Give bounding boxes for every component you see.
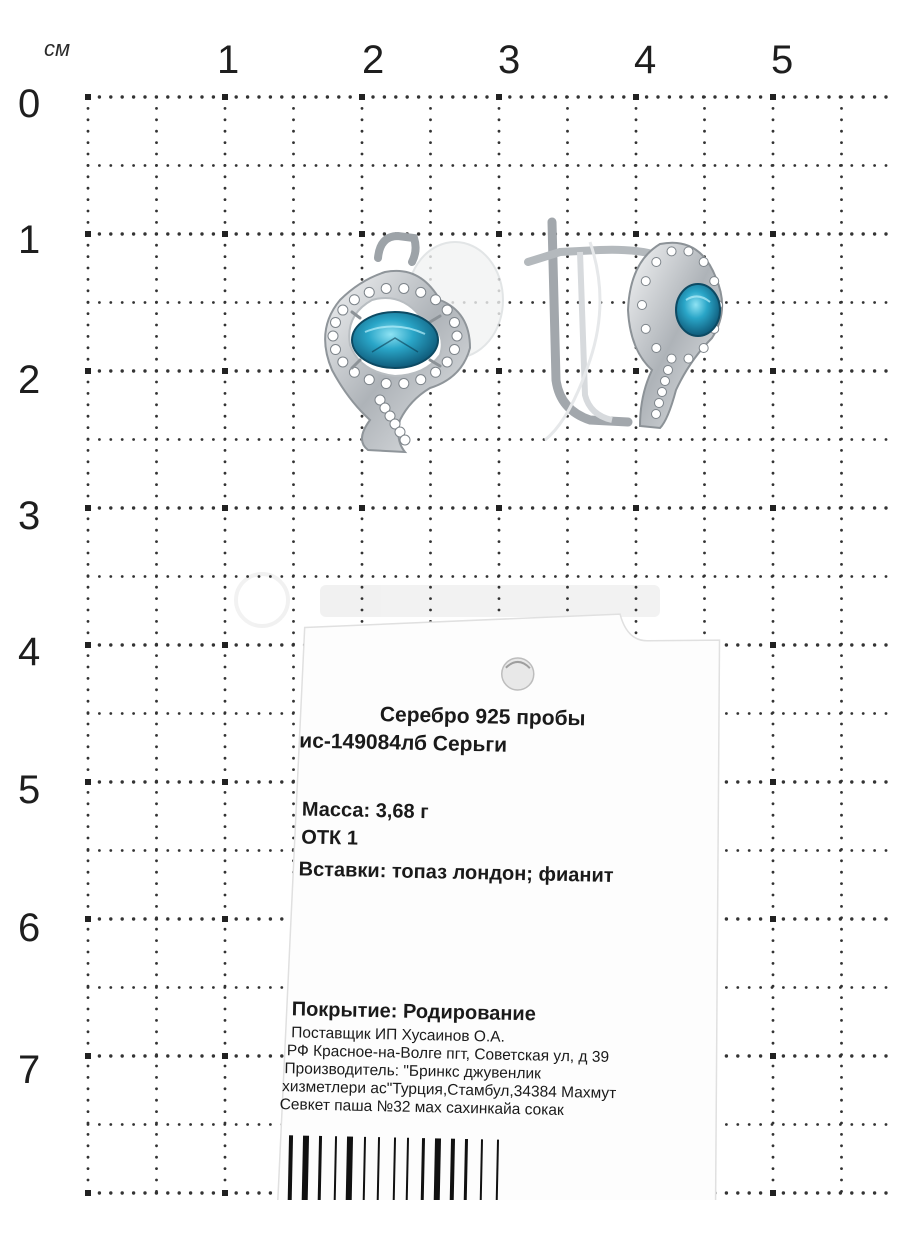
tag-manufacturer-address: хизметлери ас"Турция,Стамбул,34384 Махмут xyxy=(281,1078,617,1103)
ruler-left-tick-4: 4 xyxy=(18,630,41,674)
ruler-top-tick-1: 1 xyxy=(217,38,240,82)
ruler-left-tick-7: 7 xyxy=(18,1048,41,1092)
ruler-left-tick-0: 0 xyxy=(18,82,41,126)
tag-manufacturer-street: Севкет паша №32 мах сахинкайа сокак xyxy=(279,1096,564,1120)
tag-otk: ОТК 1 xyxy=(301,826,359,850)
ruler-top-tick-3: 3 xyxy=(498,38,521,82)
tag-metal-line: Серебро 925 пробы xyxy=(379,703,586,731)
ruler-left-tick-2: 2 xyxy=(18,358,41,402)
ruler-top-tick-2: 2 xyxy=(362,38,385,82)
price-tag-text xyxy=(279,610,740,1239)
ruler-top-tick-4: 4 xyxy=(634,38,657,82)
earring-side-view xyxy=(528,222,723,440)
tag-supplier: Поставщик ИП Хусаинов О.А. xyxy=(291,1024,506,1046)
tag-inserts: Вставки: топаз лондон; фианит xyxy=(298,858,614,888)
ruler-left-tick-6: 6 xyxy=(18,906,41,950)
tag-coating: Покрытие: Родирование xyxy=(291,998,537,1026)
tag-article-line: ис-149084лб Серьги xyxy=(299,729,508,757)
ruler-left-tick-3: 3 xyxy=(18,494,41,538)
tag-address: РФ Красное-на-Волге пгт, Советская ул, д 39 xyxy=(286,1042,610,1066)
tag-manufacturer: Производитель: "Бринкс джувенлик xyxy=(284,1060,542,1083)
ruler-top-tick-5: 5 xyxy=(771,38,794,82)
earring-front-view xyxy=(325,236,503,452)
tag-mass: Масса: 3,68 г xyxy=(301,798,429,824)
ruler-left-tick-5: 5 xyxy=(18,768,41,812)
ruler-unit-label: см xyxy=(44,36,71,61)
ruler-left-tick-1: 1 xyxy=(18,218,41,262)
